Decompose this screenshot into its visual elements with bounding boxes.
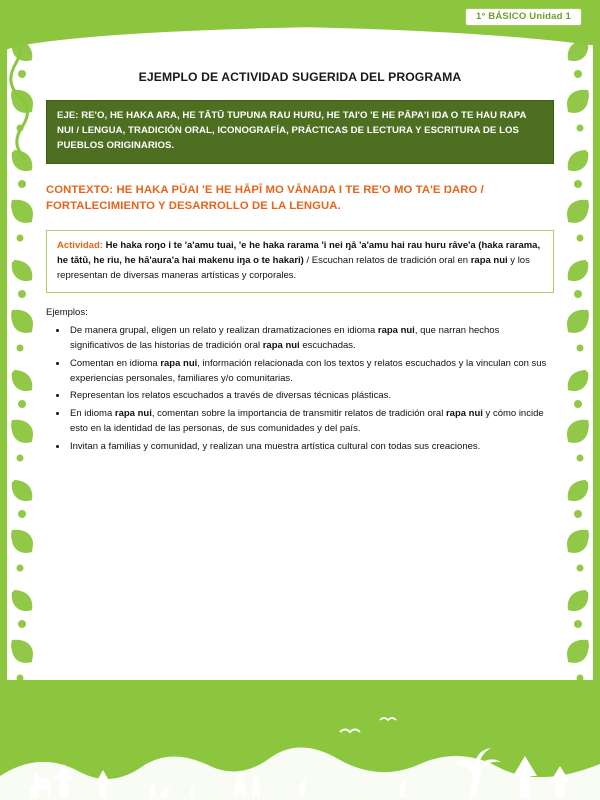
document-content <box>46 62 554 457</box>
bottom-landscape-silhouette <box>0 680 600 800</box>
list-item-text: , comentan sobre la importancia de transmitir relatos de tradición oral <box>151 408 446 420</box>
eje-banner: EJE: RE'O, HE HAKA ARA, HE TĀTŪ TUPUNA RAU HURU, HE TAI'O 'E HE PĀPA'I IŊA O TE HAU RAPA NUI / LENGUA, TRADICIÓN ORAL, ICONOGRAFÍA, PRÁCTICAS DE LECTURA Y ESCRITURA DE LOS PUEBLOS ORIGINARIOS. <box>46 100 554 164</box>
emphasis-term: rapa nui <box>445 408 483 420</box>
list-item <box>68 389 554 404</box>
list-item-text: De manera grupal, eligen un relato y realizan dramatizaciones en idioma <box>70 325 378 337</box>
left-vine-pattern <box>0 30 40 720</box>
actividad-text-rapanui-term: rapa nui <box>470 255 508 267</box>
list-item-text: y cómo incide esto en la identidad de las personas, de sus comunidades y del país. <box>70 408 544 434</box>
actividad-label: Actividad: <box>57 240 103 252</box>
actividad-text-tail: y los representan de diversas maneras artísticas y corporales. <box>57 255 530 281</box>
emphasis-term: rapa nui <box>377 325 415 337</box>
list-item <box>68 324 554 353</box>
right-decorative-border <box>560 30 600 720</box>
list-item-text: , información relacionada con los textos y relatos escuchados y la vinculan con sus experiencias personales, familiares y/o comunitarias. <box>70 357 547 384</box>
list-item-text: , que narran hechos significativos de las historias de tradición oral <box>70 325 500 352</box>
ejemplos-list <box>46 324 554 454</box>
list-item <box>68 407 554 436</box>
actividad-box <box>46 230 554 293</box>
bottom-decorative-band <box>0 680 600 800</box>
unit-badge: 1° BÁSICO Unidad 1 <box>465 8 582 26</box>
actividad-text-rapanui: He haka roŋo i te 'a'amu tuai, 'e he haka rarama 'i nei ŋā 'a'amu hai rau huru rāve'a (haka rarama, he tātū, he riu, he hā'aura'a hai makenu iŋa o te hakari) <box>57 240 541 267</box>
emphasis-term: rapa nui <box>160 357 198 369</box>
top-band-curve <box>0 26 600 66</box>
list-item-text: Comentan en idioma <box>70 357 161 369</box>
emphasis-term: rapa nui <box>114 408 152 420</box>
list-item-text: En idioma <box>70 408 115 420</box>
list-item-text: Representan los relatos escuchados a través de diversas técnicas plásticas. <box>70 390 392 402</box>
list-item-text: escuchadas. <box>299 340 356 352</box>
contexto-heading: CONTEXTO: HE HAKA PŪAI 'E HE HĀPĪ MO VĀNAŊA I TE RE'O MO TA'E ŊARO / FORTALECIMIENTO Y DESARROLLO DE LA LENGUA. <box>46 183 484 212</box>
list-item-text: Invitan a familias y comunidad, y realizan una muestra artística cultural con todas sus creaciones. <box>70 440 481 452</box>
actividad-text-translation: / Escuchan relatos de tradición oral en <box>303 255 471 267</box>
left-decorative-border <box>0 30 40 720</box>
right-vine-pattern <box>560 30 600 720</box>
emphasis-term: rapa nui <box>262 340 300 352</box>
list-item <box>68 440 554 455</box>
list-item <box>68 357 554 386</box>
page-title: EJEMPLO DE ACTIVIDAD SUGERIDA DEL PROGRAMA <box>138 70 462 84</box>
ejemplos-label: Ejemplos: <box>46 307 88 319</box>
